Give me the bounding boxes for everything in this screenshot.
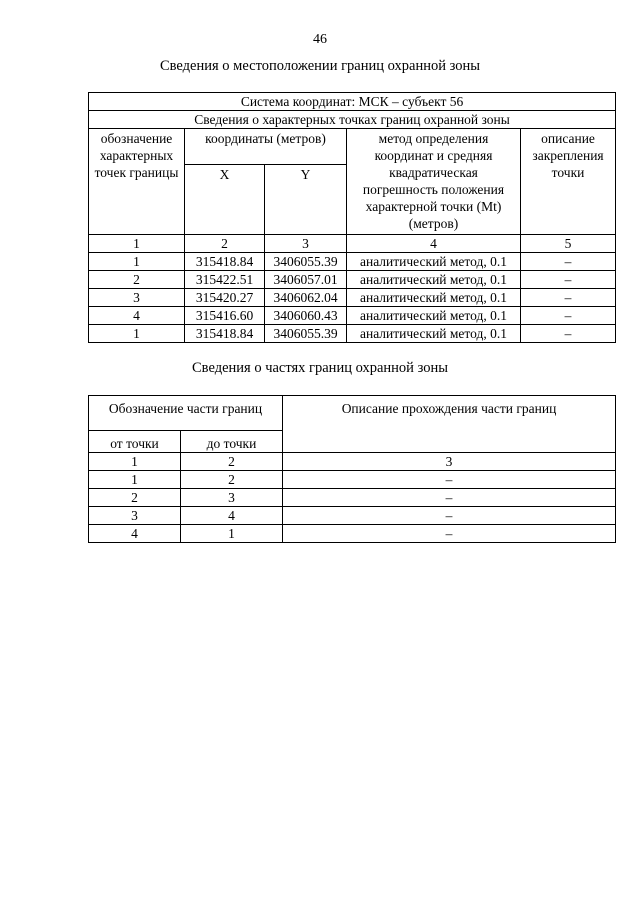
part-description-cell: –: [283, 525, 616, 543]
y-cell: 3406055.39: [265, 253, 347, 271]
from-point-cell: 4: [89, 525, 181, 543]
point-cell: 2: [89, 271, 185, 289]
point-cell: 1: [89, 325, 185, 343]
method-cell: аналитический метод, 0.1: [347, 271, 521, 289]
to-point-cell: 2: [181, 471, 283, 489]
numbering-cell: 3: [283, 453, 616, 471]
method-cell: аналитический метод, 0.1: [347, 289, 521, 307]
header-method: метод определения координат и средняя квадратическая погрешность положения характерной точки (Mt) (метров): [347, 129, 521, 235]
numbering-cell: 5: [521, 235, 616, 253]
x-cell: 315422.51: [185, 271, 265, 289]
header-y: Y: [265, 165, 347, 235]
table-row: [89, 507, 616, 525]
numbering-cell: 2: [181, 453, 283, 471]
description-cell: –: [521, 307, 616, 325]
x-cell: 315416.60: [185, 307, 265, 325]
coordinate-system-header: Система координат: МСК – субъект 56: [89, 93, 616, 111]
header-from-point: от точки: [89, 431, 181, 453]
page-number: 46: [313, 32, 327, 47]
boundary-parts-table: [88, 395, 616, 543]
part-description-cell: –: [283, 489, 616, 507]
header-x: X: [185, 165, 265, 235]
description-cell: –: [521, 271, 616, 289]
header-description: описание закрепления точки: [521, 129, 616, 235]
x-cell: 315418.84: [185, 253, 265, 271]
header-parts-description: Описание прохождения части границ: [283, 396, 616, 453]
header-to-point: до точки: [181, 431, 283, 453]
table-row: [89, 271, 616, 289]
point-cell: 4: [89, 307, 185, 325]
numbering-row: [89, 235, 616, 253]
table-row: [89, 325, 616, 343]
description-cell: –: [521, 289, 616, 307]
x-cell: 315418.84: [185, 325, 265, 343]
table-row: [89, 253, 616, 271]
table-row: [89, 489, 616, 507]
from-point-cell: 3: [89, 507, 181, 525]
table-row: [89, 471, 616, 489]
table-row: [89, 307, 616, 325]
header-designation: обозначение характерных точек границы: [89, 129, 185, 235]
numbering-cell: 4: [347, 235, 521, 253]
part-description-cell: –: [283, 507, 616, 525]
header-parts-designation: Обозначение части границ: [89, 396, 283, 431]
numbering-cell: 1: [89, 453, 181, 471]
method-cell: аналитический метод, 0.1: [347, 253, 521, 271]
method-cell: аналитический метод, 0.1: [347, 307, 521, 325]
y-cell: 3406062.04: [265, 289, 347, 307]
numbering-cell: 3: [265, 235, 347, 253]
x-cell: 315420.27: [185, 289, 265, 307]
header-coordinates: координаты (метров): [185, 129, 347, 165]
points-header: Сведения о характерных точках границ охранной зоны: [89, 111, 616, 129]
to-point-cell: 4: [181, 507, 283, 525]
section-title-parts: Сведения о частях границ охранной зоны: [192, 360, 448, 376]
description-cell: –: [521, 325, 616, 343]
y-cell: 3406055.39: [265, 325, 347, 343]
description-cell: –: [521, 253, 616, 271]
to-point-cell: 1: [181, 525, 283, 543]
table-row: [89, 525, 616, 543]
method-cell: аналитический метод, 0.1: [347, 325, 521, 343]
part-description-cell: –: [283, 471, 616, 489]
from-point-cell: 1: [89, 471, 181, 489]
point-cell: 1: [89, 253, 185, 271]
coordinates-table: [88, 92, 616, 343]
from-point-cell: 2: [89, 489, 181, 507]
to-point-cell: 3: [181, 489, 283, 507]
table-row: [89, 289, 616, 307]
section-title-location: Сведения о местоположении границ охранной зоны: [159, 58, 480, 74]
y-cell: 3406060.43: [265, 307, 347, 325]
numbering-row: [89, 453, 616, 471]
y-cell: 3406057.01: [265, 271, 347, 289]
point-cell: 3: [89, 289, 185, 307]
numbering-cell: 2: [185, 235, 265, 253]
numbering-cell: 1: [89, 235, 185, 253]
